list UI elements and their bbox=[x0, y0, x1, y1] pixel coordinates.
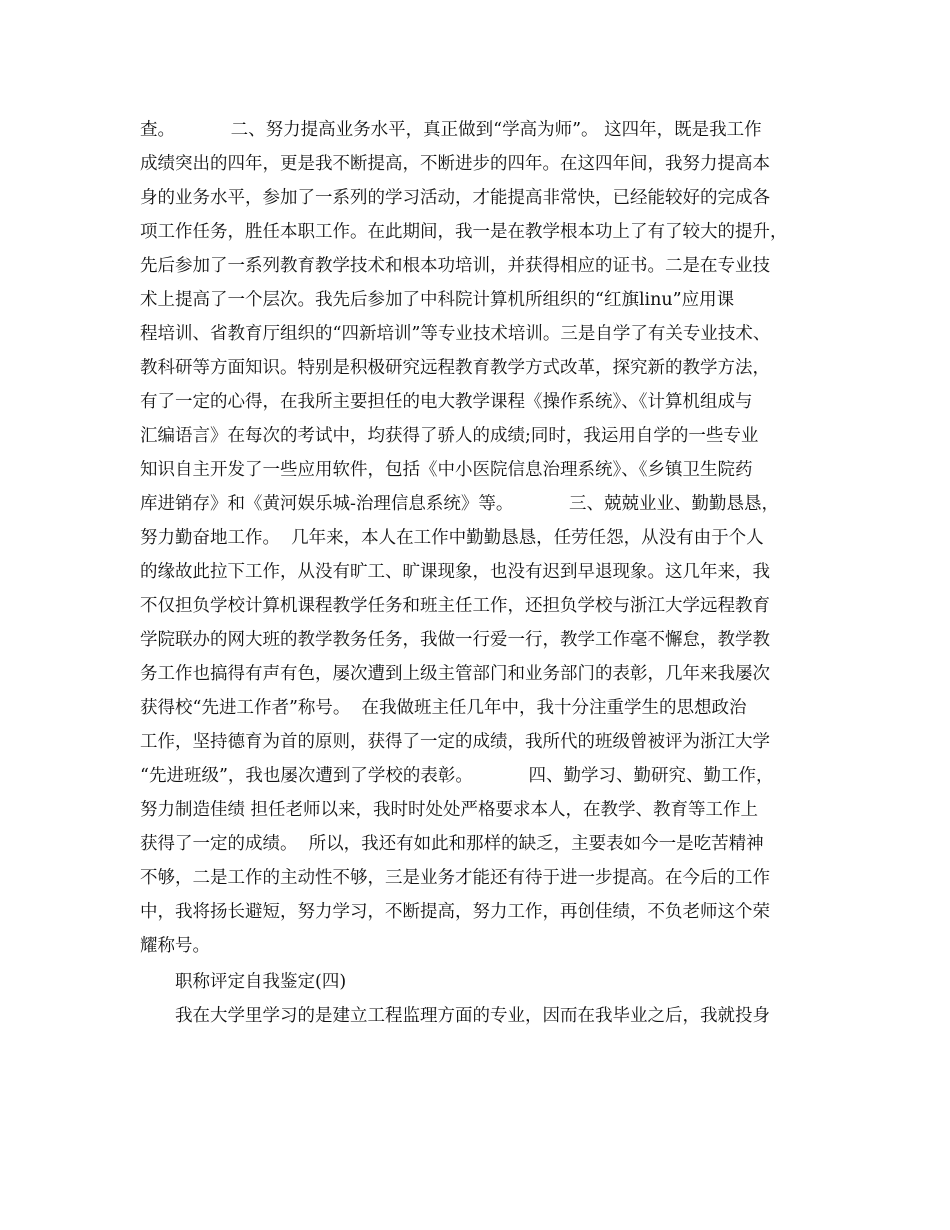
paragraph-line: 库进销存》和《黄河娱乐城-治理信息系统》等。 三、兢兢业业、勤勤恳恳， bbox=[140, 494, 780, 514]
paragraph-line: 身的业务水平，参加了一系列的学习活动，才能提高非常快，已经能较好的完成各 bbox=[140, 188, 770, 208]
paragraph-line: 知识自主开发了一些应用软件，包括《中小医院信息治理系统》、《乡镇卫生院药 bbox=[140, 460, 753, 480]
paragraph-line: 术上提高了一个层次。我先后参加了中科院计算机所组织的“红旗linu”应用课 bbox=[140, 290, 735, 310]
paragraph-line: 获得了一定的成绩。 所以，我还有如此和那样的缺乏，主要表如今一是吃苦精神 bbox=[140, 834, 764, 854]
paragraph-line: 程培训、省教育厅组织的“四新培训”等专业技术培训。三是自学了有关专业技术、 bbox=[140, 324, 771, 344]
paragraph-line: “先进班级”，我也屡次遭到了学校的表彰。 四、勤学习、勤研究、勤工作， bbox=[140, 766, 774, 786]
paragraph-line: 务工作也搞得有声有色，屡次遭到上级主管部门和业务部门的表彰，几年来我屡次 bbox=[140, 664, 770, 684]
section-title: 职称评定自我鉴定(四) bbox=[175, 972, 347, 992]
paragraph-line: 学院联办的网大班的教学教务任务，我做一行爱一行，教学工作毫不懈怠，教学教 bbox=[140, 630, 770, 650]
paragraph-line: 我在大学里学习的是建立工程监理方面的专业，因而在我毕业之后，我就投身 bbox=[175, 1006, 770, 1026]
paragraph-line: 中，我将扬长避短，努力学习，不断提高，努力工作，再创佳绩，不负老师这个荣 bbox=[140, 902, 770, 922]
paragraph-line: 成绩突出的四年，更是我不断提高，不断进步的四年。在这四年间，我努力提高本 bbox=[140, 154, 770, 174]
paragraph-line: 汇编语言》在每次的考试中，均获得了骄人的成绩;同时，我运用自学的一些专业 bbox=[140, 426, 759, 446]
paragraph-line: 项工作任务，胜任本职工作。在此期间，我一是在教学根本功上了有了较大的提升， bbox=[140, 222, 788, 242]
paragraph-line: 努力制造佳绩 担任老师以来，我时时处处严格要求本人，在教学、教育等工作上 bbox=[140, 800, 759, 820]
paragraph-line: 的缘故此拉下工作，从没有旷工、旷课现象，也没有迟到早退现象。这几年来，我 bbox=[140, 562, 770, 582]
paragraph-line: 不仅担负学校计算机课程教学任务和班主任工作，还担负学校与浙江大学远程教育 bbox=[140, 596, 770, 616]
paragraph-line: 教科研等方面知识。特别是积极研究远程教育教学方式改革，探究新的教学方法， bbox=[140, 358, 770, 378]
paragraph-line: 查。 二、努力提高业务水平，真正做到“学高为师”。 这四年，既是我工作 bbox=[140, 120, 762, 140]
paragraph-line: 有了一定的心得，在我所主要担任的电大教学课程《操作系统》、《计算机组成与 bbox=[140, 392, 753, 412]
paragraph-line: 工作，坚持德育为首的原则，获得了一定的成绩，我所代的班级曾被评为浙江大学 bbox=[140, 732, 770, 752]
paragraph-line: 获得校“先进工作者”称号。 在我做班主任几年中，我十分注重学生的思想政治 bbox=[140, 698, 747, 718]
paragraph-line: 先后参加了一系列教育教学技术和根本功培训，并获得相应的证书。二是在专业技 bbox=[140, 256, 770, 276]
paragraph-line: 努力勤奋地工作。 几年来，本人在工作中勤勤恳恳，任劳任怨，从没有由于个人 bbox=[140, 528, 764, 548]
paragraph-line: 不够，二是工作的主动性不够，三是业务才能还有待于进一步提高。在今后的工作 bbox=[140, 868, 770, 888]
paragraph-line: 耀称号。 bbox=[140, 936, 210, 956]
